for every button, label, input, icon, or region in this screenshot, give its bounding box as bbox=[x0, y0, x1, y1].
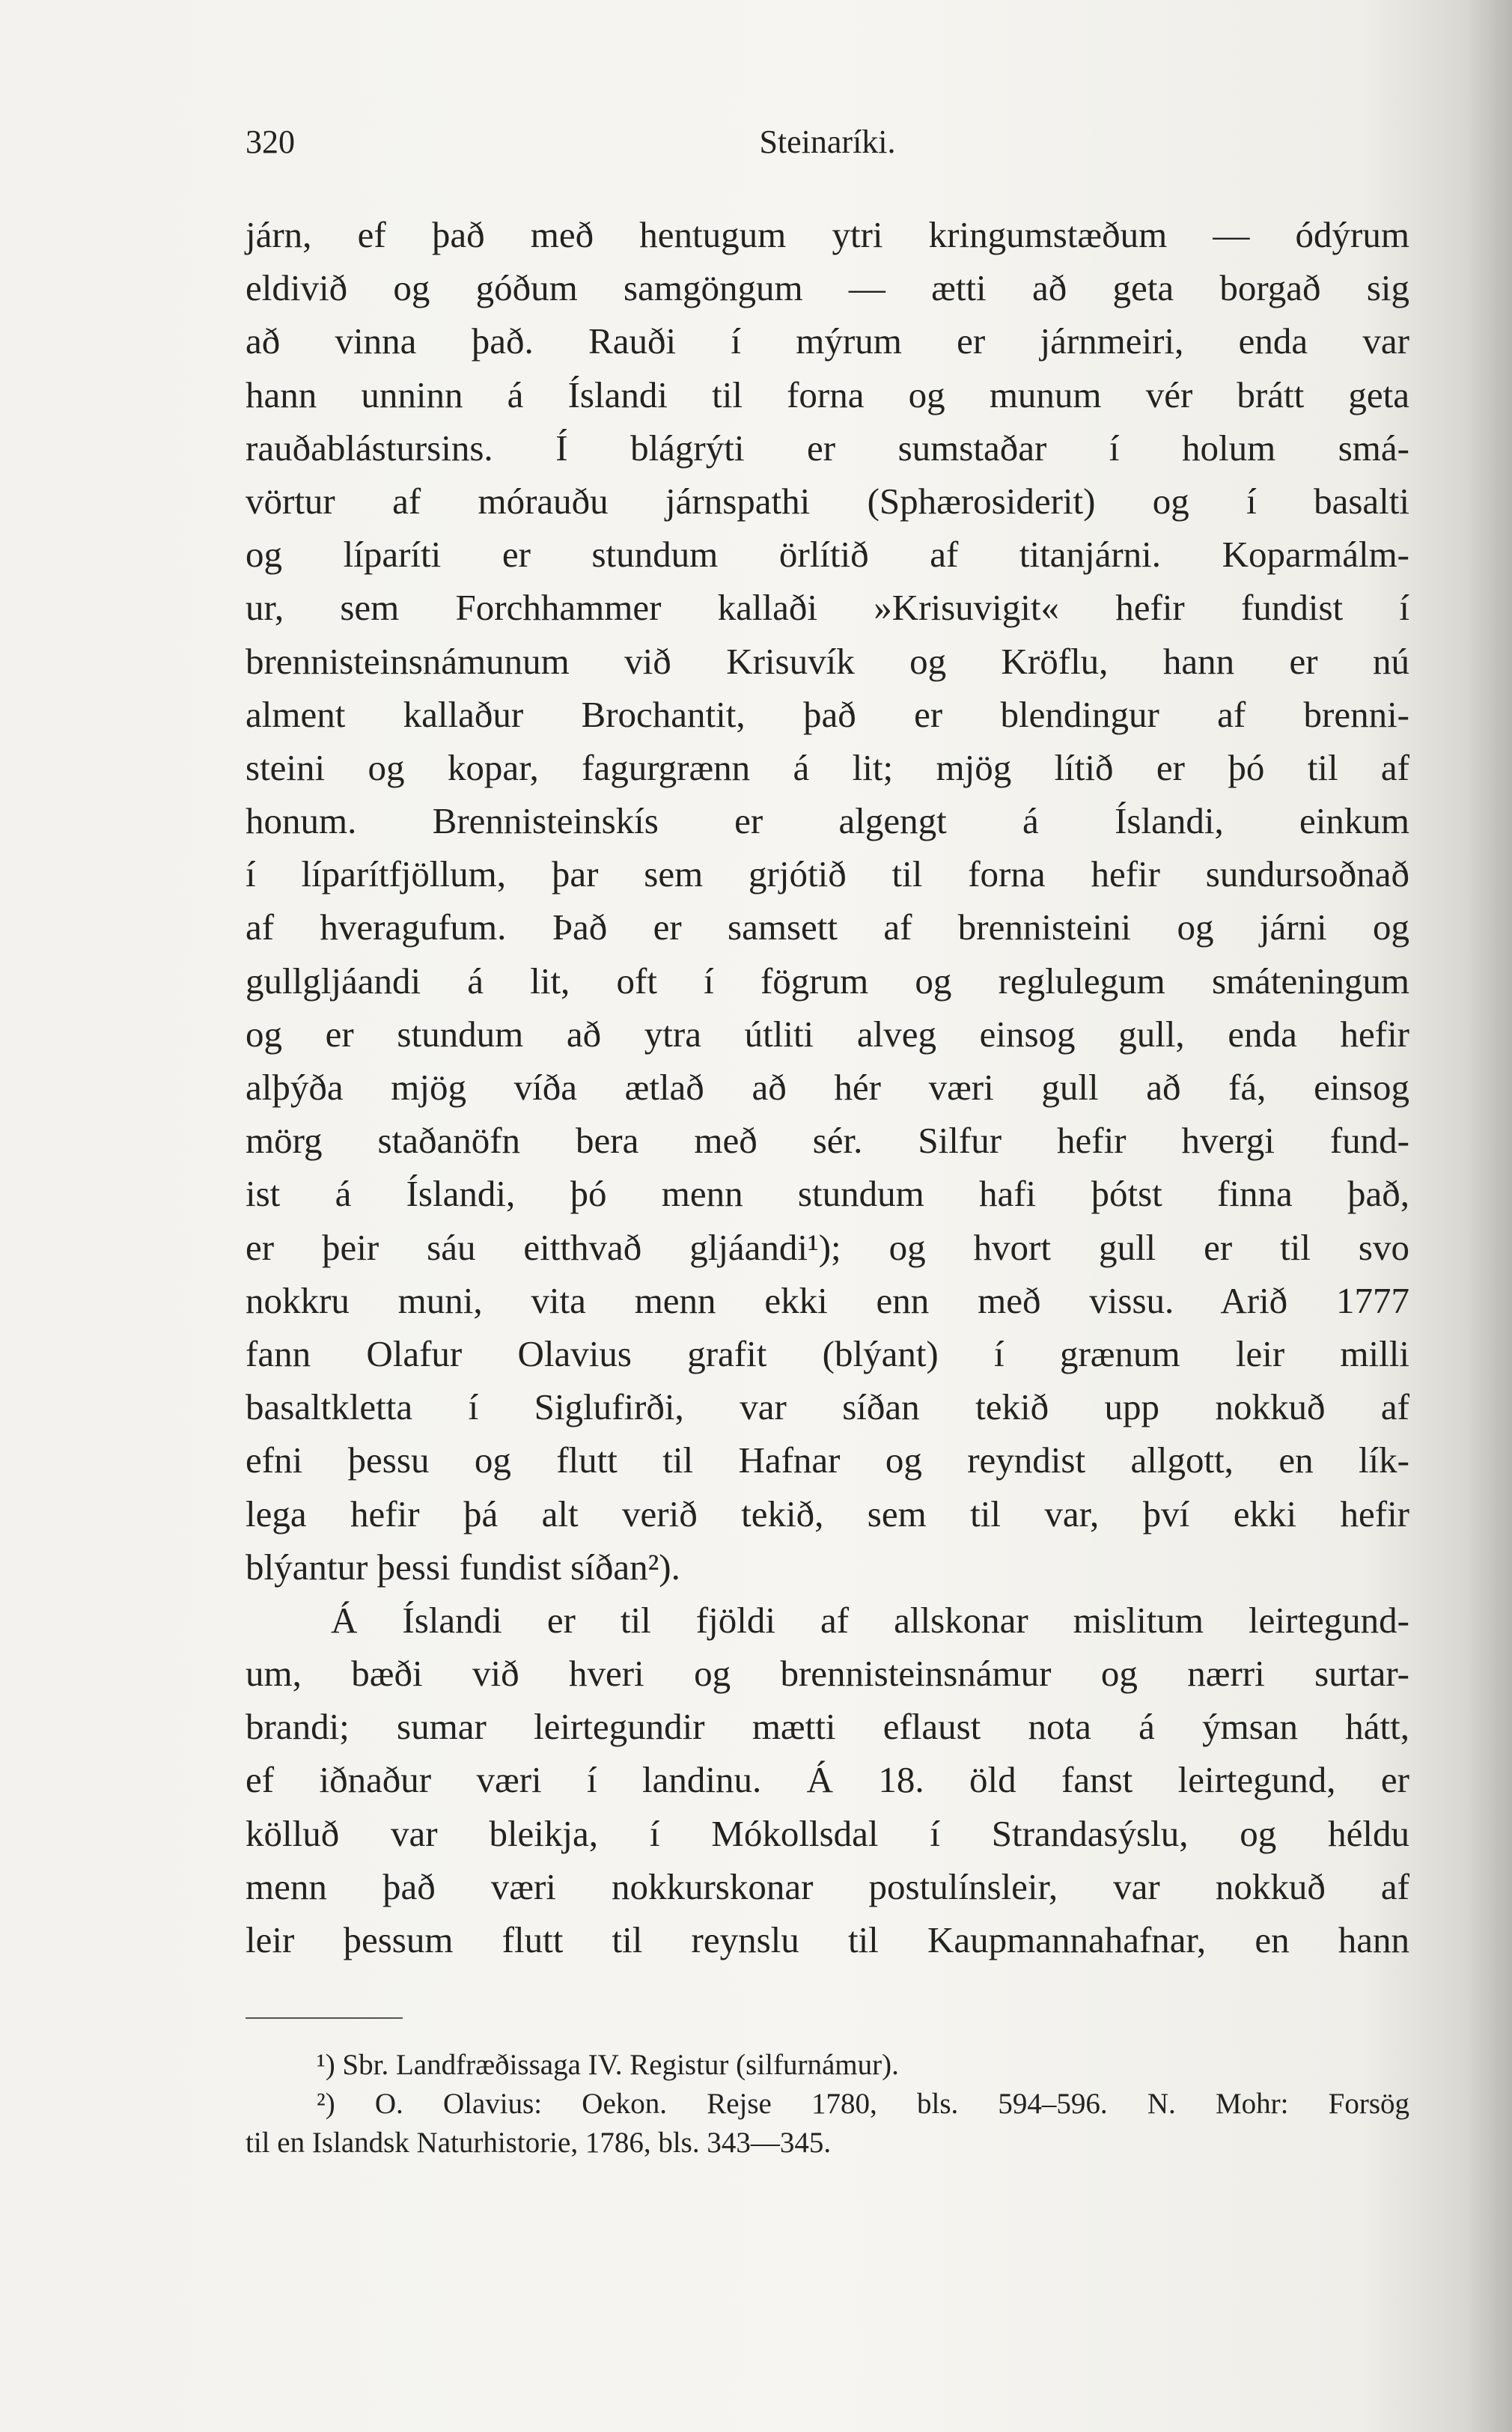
body-text bbox=[246, 208, 1409, 1966]
text-line: og líparíti er stundum örlítið af titanjárni. Koparmálm- bbox=[246, 534, 1409, 576]
text-line: efni þessu og flutt til Hafnar og reyndist allgott, en lík- bbox=[246, 1439, 1409, 1481]
text-line: ist á Íslandi, þó menn stundum hafi þótst finna það, bbox=[246, 1173, 1409, 1215]
text-line: menn það væri nokkurskonar postulínsleir, var nokkuð af bbox=[246, 1865, 1409, 1907]
text-line: kölluð var bleikja, í Mókollsdal í Strandasýslu, og héldu bbox=[246, 1812, 1409, 1854]
text-line: eldivið og góðum samgöngum — ætti að geta borgað sig bbox=[246, 267, 1409, 309]
page-header bbox=[246, 123, 1409, 165]
text-line: leir þessum flutt til reynslu til Kaupmannahafnar, en hann bbox=[246, 1919, 1409, 1960]
text-line: er þeir sáu eitthvað gljáandi¹); og hvort gull er til svo bbox=[246, 1226, 1409, 1268]
text-line: honum. Brennisteinskís er algengt á Íslandi, einkum bbox=[246, 800, 1409, 842]
text-line: nokkru muni, vita menn ekki enn með vissu. Arið 1777 bbox=[246, 1279, 1409, 1321]
text-line: í líparítfjöllum, þar sem grjótið til forna hefir sundursoðnað bbox=[246, 853, 1409, 895]
page-number: 320 bbox=[246, 124, 295, 160]
text-line: brennisteinsnámunum við Krisuvík og Kröflu, hann er nú bbox=[246, 640, 1409, 682]
text-line: járn, ef það með hentugum ytri kringumstæðum — ódýrum bbox=[246, 214, 1409, 255]
footnote-2: ²) O. Olavius: Oekon. Rejse 1780, bls. 594–596. N. Mohr: Forsög bbox=[317, 2088, 1409, 2120]
footnote-1: ¹) Sbr. Landfræðissaga IV. Registur (silfurnámur). bbox=[317, 2049, 899, 2081]
text-line: alþýða mjög víða ætlað að hér væri gull að fá, einsog bbox=[246, 1067, 1409, 1108]
footnote-separator bbox=[246, 2017, 403, 2019]
text-line: mörg staðanöfn bera með sér. Silfur hefir hvergi fund- bbox=[246, 1120, 1409, 1162]
text-line: hann unninn á Íslandi til forna og munum vér brátt geta bbox=[246, 374, 1409, 415]
text-line: um, bæði við hveri og brennisteinsnámur og nærri surtar- bbox=[246, 1653, 1409, 1695]
text-line: brandi; sumar leirtegundir mætti eflaust nota á ýmsan hátt, bbox=[246, 1706, 1409, 1748]
text-line: ef iðnaður væri í landinu. Á 18. öld fanst leirtegund, er bbox=[246, 1759, 1409, 1801]
running-title: Steinaríki. bbox=[759, 124, 896, 160]
text-line: fann Olafur Olavius grafit (blýant) í grænum leir milli bbox=[246, 1332, 1409, 1374]
text-line: steini og kopar, fagurgrænn á lit; mjög lítið er þó til af bbox=[246, 746, 1409, 788]
text-line: af hveragufum. Það er samsett af brennisteini og járni og bbox=[246, 906, 1409, 948]
text-line: rauðablástursins. Í blágrýti er sumstaðar í holum smá- bbox=[246, 427, 1409, 469]
paragraph-start-line: Á Íslandi er til fjöldi af allskonar mislitum leirtegund- bbox=[331, 1599, 1409, 1641]
text-line: blýantur þessi fundist síðan²). bbox=[246, 1546, 680, 1588]
footnote-2-continuation: til en Islandsk Naturhistorie, 1786, bls. 343—345. bbox=[246, 2127, 832, 2159]
text-line: vörtur af mórauðu járnspathi (Sphærosiderit) og í basalti bbox=[246, 480, 1409, 522]
text-line: að vinna það. Rauði í mýrum er járnmeiri, enda var bbox=[246, 320, 1409, 362]
text-line: ur, sem Forchhammer kallaði »Krisuvigit« hefir fundist í bbox=[246, 587, 1409, 629]
text-line: alment kallaður Brochantit, það er blendingur af brenni- bbox=[246, 693, 1409, 735]
text-line: og er stundum að ytra útliti alveg einsog gull, enda hefir bbox=[246, 1013, 1409, 1055]
text-line: gullgljáandi á lit, oft í fögrum og reglulegum smáteningum bbox=[246, 960, 1409, 1002]
text-line: lega hefir þá alt verið tekið, sem til var, því ekki hefir bbox=[246, 1493, 1409, 1535]
text-line: basaltkletta í Siglufirði, var síðan tekið upp nokkuð af bbox=[246, 1386, 1409, 1428]
footnotes bbox=[246, 2046, 1409, 2163]
